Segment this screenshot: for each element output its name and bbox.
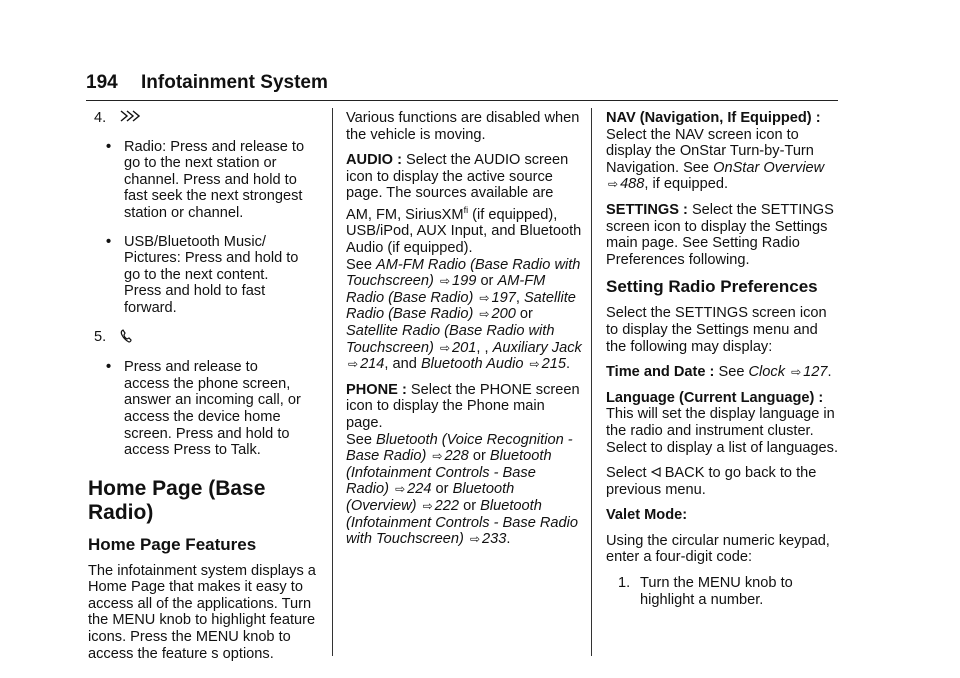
column-divider-1	[332, 108, 333, 656]
body-paragraph: Using the circular numeric keypad, enter a four-digit code:	[606, 532, 830, 566]
conjunction: or	[519, 306, 533, 323]
body-paragraph: Select the SETTINGS screen icon to display the Settings menu and the following may display:	[606, 305, 827, 355]
page-ref-arrow: ⇨	[439, 340, 451, 355]
page-ref-number: 199	[452, 273, 477, 290]
page-ref-number: 200	[491, 306, 516, 323]
body-text: This will set the display language in the radio and instrument cluster. Select to display a list of languages.	[606, 406, 839, 456]
conjunction: , and	[384, 356, 417, 373]
page-ref-arrow: ⇨	[348, 357, 359, 372]
term-label: NAV (Navigation, If Equipped) :	[606, 110, 821, 126]
body-text: Select the PHONE screen icon to display the Phone main page.	[346, 381, 580, 431]
page-ref-number: 197	[491, 289, 516, 306]
bullet-mark: •	[106, 359, 112, 376]
phone-paragraph: PHONE : Select the PHONE screen icon to display the Phone main page. See Bluetooth (Voice Recognition - Base Radio) ⇨ 228 or Bluetooth (Infotainment Controls - Base Radio) ⇨ 224 or Bluetooth (Overview) ⇨ 222 or Bluetooth (Infotainment Controls - Base Radio with Touchscreen) ⇨ 233.	[346, 381, 580, 548]
bullet-text: USB/Bluetooth Music/ Pictures: Press and hold to go to the next content. Press and hold to fast forward.	[124, 233, 299, 316]
item-number: 5.	[94, 328, 107, 345]
term-label: AUDIO :	[346, 152, 402, 169]
see-text: See	[718, 364, 745, 381]
page-number: 194	[86, 72, 118, 93]
cross-reference-link[interactable]: Bluetooth (Overview)	[346, 481, 515, 514]
body-text: Select the NAV screen icon to display the OnStar Turn-by-Turn Navigation. See	[606, 126, 814, 176]
step-text: Turn the MENU knob to highlight a number.	[640, 575, 793, 608]
conjunction: or	[472, 448, 486, 465]
page-ref-number: 222	[434, 497, 460, 514]
cross-reference-link[interactable]: Auxiliary Jack	[492, 339, 582, 356]
conjunction: or	[480, 273, 494, 290]
page-ref-arrow: ⇨	[395, 482, 406, 497]
body-paragraph: The infotainment system displays a Home Page that makes it easy to access all of the applications. Turn the MENU knob to highlight feature icons. Press the MENU knob to access the feature s options.	[88, 562, 316, 662]
page-ref-arrow: ⇨	[439, 274, 451, 289]
numbered-item-4	[94, 110, 324, 127]
column-2	[346, 110, 582, 557]
cross-reference-link[interactable]: AM-FM Radio (Base Radio with Touchscreen)	[346, 256, 581, 290]
column-1	[88, 110, 324, 671]
bullet-mark: •	[106, 138, 112, 155]
phone-icon	[120, 329, 132, 348]
cross-reference-link[interactable]: Bluetooth (Voice Recognition - Base Radio)	[346, 431, 573, 465]
page-ref-arrow: ⇨	[479, 307, 490, 322]
term-label: PHONE :	[346, 381, 407, 398]
column-3	[606, 110, 842, 608]
page-ref-number: 127	[803, 364, 828, 381]
body-paragraph: Various functions are disabled when the vehicle is moving.	[346, 110, 580, 143]
page-ref-arrow: ⇨	[791, 365, 802, 380]
section-heading: Home Page (Base Radio)	[88, 476, 266, 524]
body-text: Select the SETTINGS screen icon to display the Settings main page. See Setting Radio Preferences following.	[606, 201, 834, 268]
time-date-paragraph: Time and Date : See Clock ⇨ 127.	[606, 364, 832, 381]
conjunction: or	[463, 497, 477, 514]
term-label: Language (Current Language) :	[606, 389, 824, 406]
page-ref-number: 215	[541, 356, 566, 373]
page-ref-number: 224	[407, 481, 432, 498]
cross-reference-link[interactable]: Bluetooth (Infotainment Controls - Base Radio with Touchscreen)	[346, 497, 578, 548]
settings-paragraph	[606, 202, 842, 268]
bullet-item	[106, 359, 324, 459]
page-ref-arrow: ⇨	[479, 290, 490, 305]
step-number: 1.	[618, 575, 631, 592]
term-label: SETTINGS :	[606, 201, 688, 218]
cross-reference-link[interactable]: Bluetooth Audio	[420, 356, 524, 373]
conjunction: or	[435, 481, 449, 498]
numbered-item-5	[94, 329, 324, 348]
page-ref-arrow: ⇨	[469, 532, 481, 547]
cross-reference-link[interactable]: OnStar Overview	[713, 159, 825, 176]
page-ref-arrow: ⇨	[529, 357, 540, 372]
page-ref-arrow: ⇨	[432, 449, 443, 464]
superscript: fi	[463, 204, 469, 215]
subsection-heading: Home Page Features	[88, 534, 257, 554]
audio-paragraph: AUDIO : Select the AUDIO screen icon to display the active source page. The sources available are AM, FM, SiriusXM$^{fi}$ (if equipped), USB/iPod, AUX Input, and Bluetooth Audio (if equipped). See AM-FM Radio (Base Radio with Touchscreen) ⇨ 199 or AM-FM Radio (Base Radio) ⇨ 197, Satellite Radio (Base Radio) ⇨ 200 or Satellite Radio (Base Radio with Touchscreen) ⇨ 201, , Auxiliary Jack ⇨ 214, and Bluetooth Audio ⇨ 215.	[346, 152, 582, 373]
term-label: Time and Date :	[606, 364, 715, 381]
page-header	[86, 64, 838, 101]
nav-paragraph	[606, 110, 842, 193]
seek-forward-icon	[120, 110, 140, 127]
cross-reference-link[interactable]: Clock	[748, 364, 785, 381]
page-ref-number: 228	[444, 448, 469, 465]
bullet-text: Radio: Press and release to go to the next station or channel. Press and hold to fast seek the next strongest station or channel.	[124, 138, 305, 221]
page-ref-number: 214	[360, 356, 385, 373]
bullet-item	[106, 234, 324, 317]
see-text: See	[346, 431, 372, 448]
page-ref-number: 233	[482, 531, 507, 548]
bullet-item	[106, 139, 324, 222]
bullet-text: Press and release to access the phone screen, answer an incoming call, or access the device home screen. Press and hold to access Press to Talk.	[124, 359, 301, 459]
body-text: (if equipped), USB/iPod, AUX Input, and Bluetooth Audio (if equipped).	[346, 206, 582, 257]
cross-reference-link[interactable]: Satellite Radio (Base Radio)	[346, 289, 576, 323]
cross-reference-link[interactable]: AM-FM Radio (Base Radio)	[346, 273, 546, 306]
punctuation: , ,	[476, 339, 489, 356]
page-ref-number: 201	[452, 339, 477, 356]
back-icon	[651, 465, 661, 481]
page-ref-arrow: ⇨	[608, 177, 619, 192]
cross-reference-link[interactable]: Satellite Radio (Base Radio with Touchscreen)	[346, 322, 555, 356]
cross-reference-link[interactable]: Bluetooth (Infotainment Controls - Base Radio)	[346, 448, 552, 498]
page-ref-arrow: ⇨	[422, 498, 433, 513]
column-divider-2	[591, 108, 592, 656]
page-title: Infotainment System	[141, 72, 328, 93]
language-paragraph	[606, 390, 842, 456]
subsection-heading: Setting Radio Preferences	[606, 277, 818, 297]
page-ref-number: 488	[620, 176, 645, 193]
body-text: , if equipped.	[644, 176, 728, 193]
body-text: Select	[606, 465, 647, 482]
numbered-step-1	[618, 575, 842, 608]
item-number: 4.	[94, 110, 107, 126]
term-label: Valet Mode:	[606, 507, 688, 524]
body-text: Select the AUDIO screen icon to display the active source page. The sources available are AM, FM, SiriusXM	[346, 152, 569, 223]
bullet-mark: •	[106, 233, 112, 250]
back-paragraph	[606, 465, 842, 498]
see-text: See	[346, 256, 372, 273]
body-text: BACK to go back to the previous menu.	[606, 465, 817, 498]
